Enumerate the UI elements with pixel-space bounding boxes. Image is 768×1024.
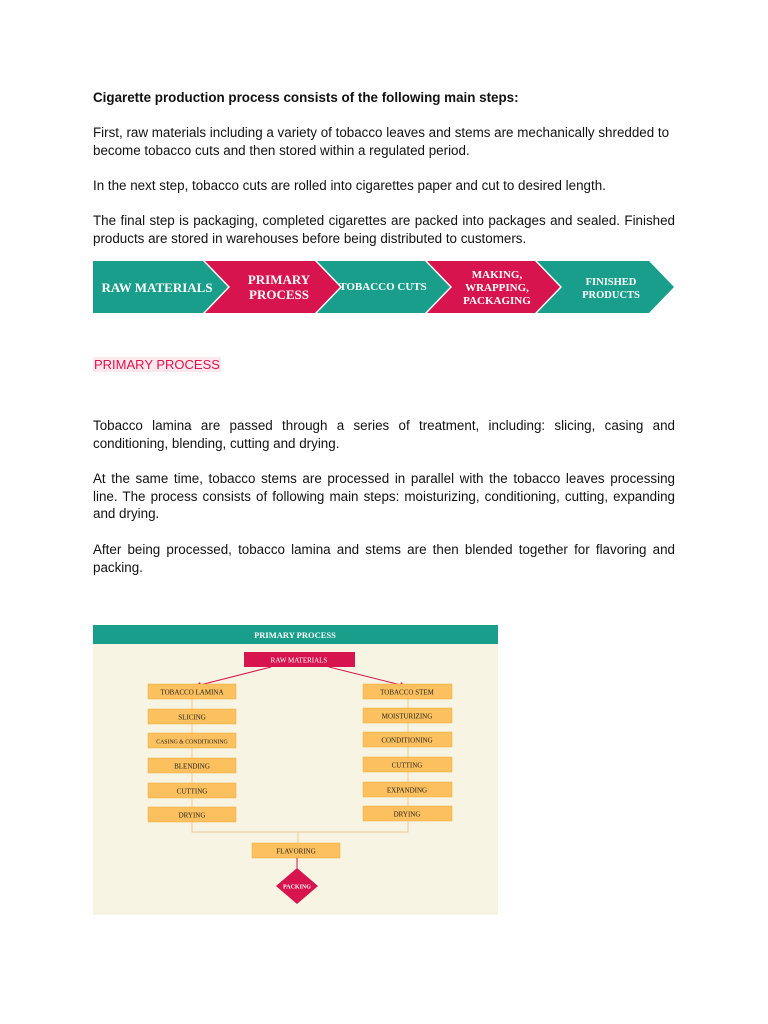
diagram-box-label: MOISTURIZING xyxy=(381,712,433,721)
flow-step-label: PRIMARY xyxy=(247,272,311,287)
flow-step-label: TOBACCO CUTS xyxy=(339,281,427,293)
primary-process-paragraph-1: Tobacco lamina are passed through a series of treatment, including: slicing, casing and conditioning, blending, cutting and drying. xyxy=(93,418,675,451)
intro-paragraph-1: First, raw materials including a variety of tobacco leaves and stems are mechanically shredded to become tobacco cuts and then stored within a regulated period. xyxy=(93,125,670,158)
flow-banner xyxy=(93,261,675,313)
diagram-box-label: DRYING xyxy=(393,810,421,819)
diagram-packing-label: PACKING xyxy=(283,884,311,891)
diagram-box-label: EXPANDING xyxy=(386,786,428,795)
diagram-root-label: RAW MATERIALS xyxy=(270,656,328,665)
diagram-box-label: TOBACCO STEM xyxy=(380,688,434,697)
primary-process-paragraph-2: At the same time, tobacco stems are processed in parallel with the tobacco leaves processing line. The process consists of following main steps: moisturizing, conditioning, cutting, expanding and drying. xyxy=(93,471,675,521)
intro-paragraph-2: In the next step, tobacco cuts are rolled into cigarettes paper and cut to desired length. xyxy=(93,178,606,193)
primary-process-heading: PRIMARY PROCESS xyxy=(94,357,220,372)
flow-step-label: RAW MATERIALS xyxy=(101,280,213,295)
flow-step-label: PACKAGING xyxy=(463,295,531,307)
flow-step-label: WRAPPING, xyxy=(465,282,529,294)
intro-paragraph-3: The final step is packaging, completed cigarettes are packed into packages and sealed. Finished products are stored in warehouses before being distributed to customers. xyxy=(93,213,675,246)
diagram-box-label: SLICING xyxy=(178,713,206,722)
flow-step-label: MAKING, xyxy=(471,269,523,281)
diagram-box-label: CUTTING xyxy=(176,787,208,796)
intro-heading: Cigarette production process consists of the following main steps: xyxy=(93,90,519,105)
diagram-flavoring-label: FLAVORING xyxy=(276,847,316,856)
flow-step-label: PRODUCTS xyxy=(582,290,640,301)
flow-step-label: PROCESS xyxy=(249,287,309,302)
primary-process-paragraph-3: After being processed, tobacco lamina and stems are then blended together for flavoring and packing. xyxy=(93,542,675,575)
diagram-box-label: BLENDING xyxy=(174,762,210,771)
diagram-box-label: CUTTING xyxy=(391,761,423,770)
diagram-title: PRIMARY PROCESS xyxy=(254,630,336,640)
diagram-box-label: DRYING xyxy=(178,811,206,820)
flow-step-raw-materials xyxy=(93,261,228,313)
diagram-box-label: CONDITIONING xyxy=(381,736,433,745)
diagram-box-label: TOBACCO LAMINA xyxy=(160,688,224,697)
primary-process-diagram xyxy=(93,625,498,915)
diagram-box-label: CASING & CONDITIONING xyxy=(156,739,228,746)
flow-step-label: FINISHED xyxy=(585,277,637,288)
